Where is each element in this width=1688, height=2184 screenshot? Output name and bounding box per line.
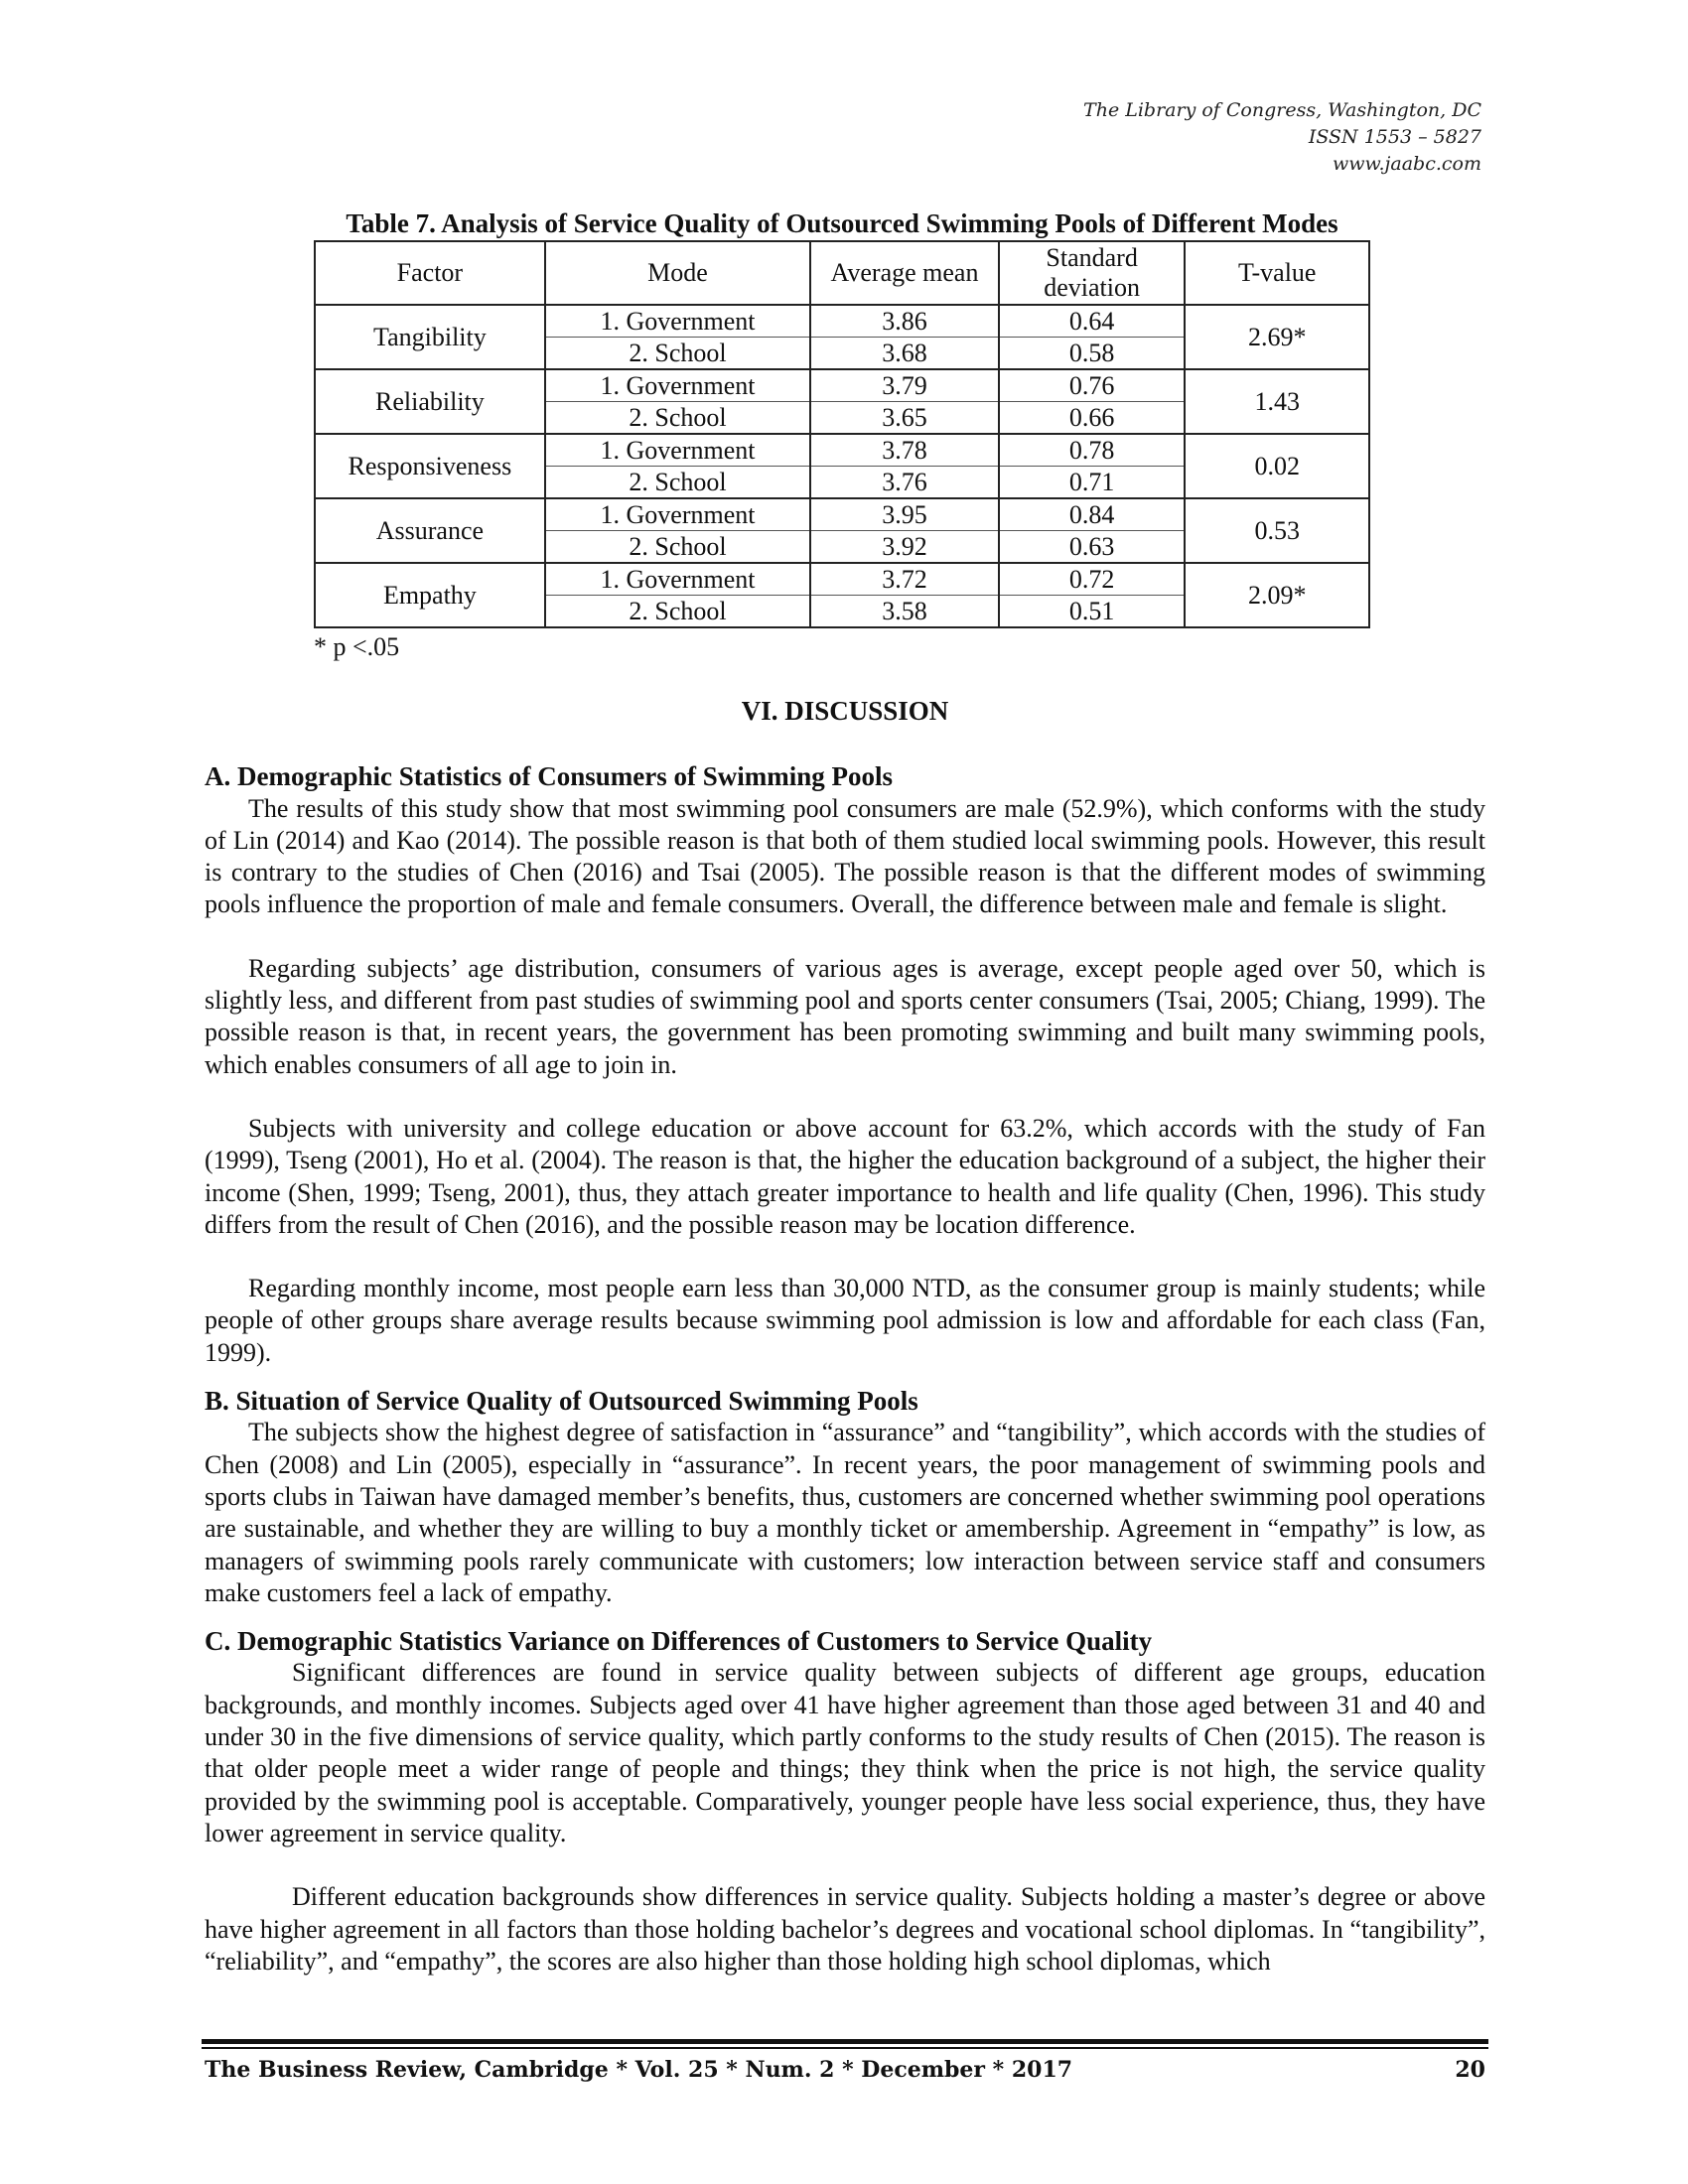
footer-journal: The Business Review, Cambridge * Vol. 25 * Num. 2 * December * 2017 — [205, 2057, 1073, 2083]
header-cell-factor: Factor — [315, 241, 545, 305]
sd-cell: 0.76 — [999, 369, 1186, 402]
paragraph: Subjects with university and college education or above account for 63.2%, which accords with the study of Fan (1999), Tseng (2001), Ho et al. (2004). The reason is that, the higher the education background of a subject, the higher their income (Shen, 1999; Tseng, 2001), thus, they attach greater importance to health and life quality (Chen, 1996). This study differs from the result of Chen (2016), and the possible reason may be location difference. — [205, 1113, 1485, 1239]
results-table — [314, 240, 1370, 628]
paragraph: Regarding subjects’ age distribution, consumers of various ages is average, except people aged over 50, which is slightly less, and different from past studies of swimming pool and sports center consumers (Tsai, 2005; Chiang, 1999). The possible reason is that, in recent years, the government has been promoting swimming and built many swimming pools, which enables consumers of all age to join in. — [205, 953, 1485, 1079]
sd-cell: 0.51 — [999, 596, 1186, 628]
header-line-3: www.jaabc.com — [1332, 153, 1481, 175]
sd-cell: 0.64 — [999, 305, 1186, 338]
section-title: VI. DISCUSSION — [741, 696, 949, 726]
mean-cell: 3.86 — [810, 305, 999, 338]
factor-cell: Reliability — [315, 369, 545, 434]
factor-cell: Responsiveness — [315, 434, 545, 498]
page-number: 20 — [1455, 2057, 1485, 2083]
mean-cell: 3.79 — [810, 369, 999, 402]
sd-cell: 0.71 — [999, 467, 1186, 499]
mode-cell: 2. School — [545, 596, 810, 628]
factor-cell: Assurance — [315, 498, 545, 563]
mode-cell: 2. School — [545, 402, 810, 435]
header-line-1: The Library of Congress, Washington, DC — [1083, 99, 1481, 121]
mode-cell: 2. School — [545, 531, 810, 564]
table-row — [315, 434, 1369, 467]
mean-cell: 3.92 — [810, 531, 999, 564]
sd-cell: 0.63 — [999, 531, 1186, 564]
table-title: Table 7. Analysis of Service Quality of Outsourced Swimming Pools of Different Modes — [346, 208, 1338, 238]
mode-cell: 1. Government — [545, 434, 810, 467]
tvalue-cell: 0.02 — [1185, 434, 1369, 498]
mean-cell: 3.95 — [810, 498, 999, 531]
tvalue-cell: 0.53 — [1185, 498, 1369, 563]
subsection-heading-a: A. Demographic Statistics of Consumers of Swimming Pools — [205, 761, 893, 792]
mode-cell: 2. School — [545, 338, 810, 370]
header-line-2: ISSN 1553 – 5827 — [1308, 126, 1481, 148]
mean-cell: 3.72 — [810, 563, 999, 596]
journal-header — [1083, 97, 1481, 178]
mode-cell: 1. Government — [545, 498, 810, 531]
sd-cell: 0.72 — [999, 563, 1186, 596]
table-row — [315, 563, 1369, 596]
mean-cell: 3.76 — [810, 467, 999, 499]
factor-cell: Empathy — [315, 563, 545, 627]
table-row — [315, 369, 1369, 402]
subsection-heading-b: B. Situation of Service Quality of Outsourced Swimming Pools — [205, 1386, 918, 1417]
mean-cell: 3.68 — [810, 338, 999, 370]
paragraph: The results of this study show that most swimming pool consumers are male (52.9%), which conforms with the study of Lin (2014) and Kao (2014). The possible reason is that both of them studied local swimming pools. However, this result is contrary to the studies of Chen (2016) and Tsai (2005). The possible reason is that the different modes of swimming pools influence the proportion of male and female consumers. Overall, the difference between male and female is slight. — [205, 793, 1485, 919]
table-header-row — [315, 241, 1369, 305]
subsection-heading-c: C. Demographic Statistics Variance on Differences of Customers to Service Quality — [205, 1626, 1153, 1657]
table-footnote: * p <.05 — [314, 632, 400, 661]
footer-divider-thin — [202, 2047, 1488, 2049]
tvalue-cell: 1.43 — [1185, 369, 1369, 434]
mode-cell: 2. School — [545, 467, 810, 499]
tvalue-cell: 2.69* — [1185, 305, 1369, 369]
tvalue-cell: 2.09* — [1185, 563, 1369, 627]
mean-cell: 3.65 — [810, 402, 999, 435]
header-cell-mode: Mode — [545, 241, 810, 305]
mean-cell: 3.78 — [810, 434, 999, 467]
header-cell-tvalue: T-value — [1185, 241, 1369, 305]
sd-cell: 0.66 — [999, 402, 1186, 435]
table-7 — [314, 208, 1370, 662]
header-cell-sd: Standard deviation — [999, 241, 1186, 305]
paragraph: Significant differences are found in service quality between subjects of different age groups, education backgrounds, and monthly incomes. Subjects aged over 41 have higher agreement than those aged between 31 and 40 and under 30 in the five dimensions of service quality, which partly conforms to the study results of Chen (2015). The reason is that older people meet a wider range of people and things; they think when the price is not high, the service quality provided by the swimming pool is acceptable. Comparatively, younger people have less social experience, thus, they have lower agreement in service quality. — [205, 1658, 1485, 1847]
mode-cell: 1. Government — [545, 369, 810, 402]
page-footer — [205, 2057, 1485, 2083]
paragraph: The subjects show the highest degree of satisfaction in “assurance” and “tangibility”, which accords with the studies of Chen (2008) and Lin (2005), especially in “assurance”. In recent years, the poor management of swimming pools and sports clubs in Taiwan have damaged member’s benefits, thus, customers are concerned whether swimming pool operations are sustainable, and whether they are willing to buy a monthly ticket or amembership. Agreement in “empathy” is low, as managers of swimming pools rarely communicate with customers; low interaction between service staff and consumers make customers feel a lack of empathy. — [205, 1418, 1485, 1607]
mode-cell: 1. Government — [545, 563, 810, 596]
mean-cell: 3.58 — [810, 596, 999, 628]
table-row — [315, 498, 1369, 531]
sd-cell: 0.58 — [999, 338, 1186, 370]
paragraph: Regarding monthly income, most people earn less than 30,000 NTD, as the consumer group is mainly students; while people of other groups share average results because swimming pool admission is low and affordable for each class (Fan, 1999). — [205, 1274, 1485, 1367]
factor-cell: Tangibility — [315, 305, 545, 369]
header-cell-mean: Average mean — [810, 241, 999, 305]
sd-cell: 0.84 — [999, 498, 1186, 531]
paragraph: Different education backgrounds show differences in service quality. Subjects holding a master’s degree or above have higher agreement in all factors than those holding bachelor’s degrees and vocational school diplomas. In “tangibility”, “reliability”, and “empathy”, the scores are also higher than those holding high school diplomas, which — [205, 1882, 1485, 1976]
table-row — [315, 305, 1369, 338]
discussion-section — [205, 695, 1485, 1978]
sd-cell: 0.78 — [999, 434, 1186, 467]
mode-cell: 1. Government — [545, 305, 810, 338]
footer-divider — [202, 2039, 1488, 2044]
